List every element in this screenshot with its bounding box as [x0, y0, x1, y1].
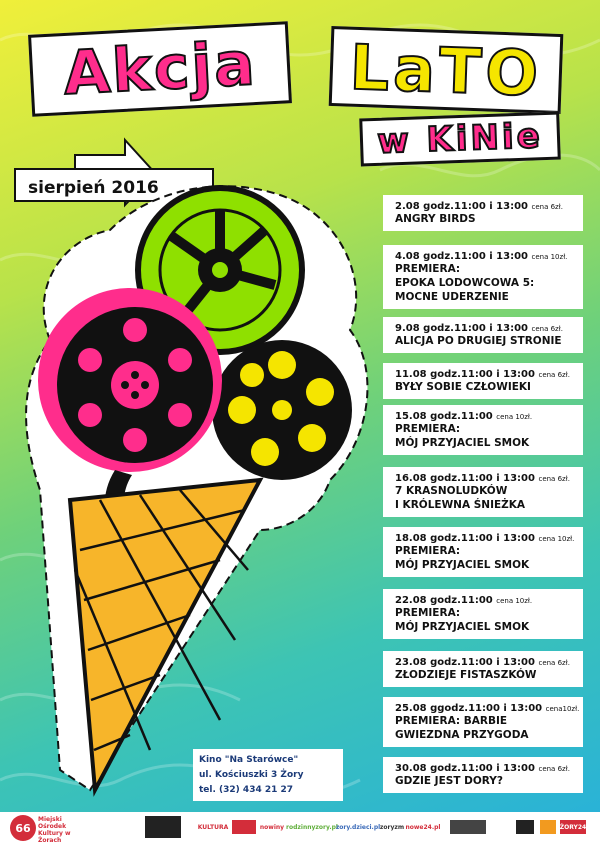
schedule-time: 2.08 godz.11:00 i 13:00 cena 6zł.: [395, 201, 563, 212]
title-word-akcja: Akcja: [61, 28, 259, 110]
ice-cream-film-reel-illustration: [20, 170, 380, 810]
schedule-time: 11.08 godz.11:00 i 13:00 cena 6zł.: [395, 369, 570, 380]
date-label: sierpień 2016: [28, 178, 159, 198]
schedule-item: [383, 195, 583, 231]
schedule-item: [383, 697, 583, 747]
movie-title: BYŁY SOBIE CZŁOWIEKI: [395, 381, 531, 393]
title-akcja: [28, 21, 292, 116]
partner-logo: nowe24.pl: [405, 823, 441, 831]
ticket-price: cena 6zł.: [538, 659, 570, 667]
partner-logo-dark: [145, 816, 181, 838]
schedule-time: 16.08 godz.11:00 i 13:00 cena 6zł.: [395, 473, 570, 484]
partner-logo: zory.dzieci.pl: [335, 823, 381, 831]
movie-title: MOCNE UDERZENIE: [395, 291, 509, 303]
ticket-price: cena 10zł.: [496, 597, 533, 605]
movie-title: PREMIERA:: [395, 545, 461, 557]
partner-logo: [516, 820, 534, 834]
schedule-time: 15.08 godz.11:00 cena 10zł.: [395, 411, 533, 422]
ticket-price: cena 6zł.: [531, 203, 563, 211]
partner-logo: [488, 820, 514, 834]
schedule-time: 4.08 godz.11:00 i 13:00 cena 10zł.: [395, 251, 568, 262]
schedule-item: [383, 363, 583, 399]
movie-title: MÓJ PRZYJACIEL SMOK: [395, 621, 530, 633]
ticket-price: cena 6zł.: [538, 475, 570, 483]
movie-title: ZŁODZIEJE FISTASZKÓW: [395, 669, 537, 681]
ticket-price: cena10zł.: [545, 705, 580, 713]
schedule-time: 9.08 godz.11:00 i 13:00 cena 6zł.: [395, 323, 563, 334]
schedule-time: 25.08 ggodz.11:00 i 13:00 cena10zł.: [395, 703, 580, 714]
partner-logo: nowiny: [259, 823, 285, 831]
cinema-address: [193, 749, 343, 801]
movie-title: PREMIERA:: [395, 263, 461, 275]
movie-title: ANGRY BIRDS: [395, 213, 476, 225]
schedule-time: 22.08 godz.11:00 cena 10zł.: [395, 595, 533, 606]
title-word-w-kinie: w KiNie: [376, 116, 544, 162]
partner-logo: [540, 820, 556, 834]
movie-title: I KRÓLEWNA ŚNIEŻKA: [395, 499, 526, 511]
ticket-price: cena 6zł.: [531, 325, 563, 333]
movie-title: 7 KRASNOLUDKÓW: [395, 485, 508, 497]
schedule-time: 30.08 godz.11:00 i 13:00 cena 6zł.: [395, 763, 570, 774]
movie-title: PREMIERA: BARBIE: [395, 715, 508, 727]
movie-title: GDZIE JEST DORY?: [395, 775, 503, 787]
ticket-price: cena 6zł.: [538, 371, 570, 379]
partner-logo: KULTURA: [197, 823, 229, 831]
schedule-item: [383, 651, 583, 687]
partner-logo: [450, 820, 486, 834]
ticket-price: cena 6zł.: [538, 765, 570, 773]
cinema-phone: tel. (32) 434 21 27: [199, 785, 294, 795]
movie-title: PREMIERA:: [395, 423, 461, 435]
movie-title: PREMIERA:: [395, 607, 461, 619]
ticket-price: cena 10zł.: [538, 535, 575, 543]
movie-title: GWIEZDNA PRZYGODA: [395, 729, 529, 741]
title-w-kinie: [359, 112, 561, 167]
movie-title: EPOKA LODOWCOWA 5:: [395, 277, 535, 289]
partner-logo: rodzinnyzory.pl: [286, 823, 338, 831]
cinema-street: ul. Kościuszki 3 Żory: [199, 770, 304, 780]
cinema-name: Kino "Na Starówce": [199, 755, 299, 765]
schedule-item: [383, 589, 583, 639]
partner-logo: [232, 820, 256, 834]
movie-title: ALICJA PO DRUGIEJ STRONIE: [395, 335, 562, 347]
partner-logo: zoryzm: [379, 823, 405, 831]
schedule-item: [383, 757, 583, 793]
ticket-price: cena 10zł.: [531, 253, 568, 261]
schedule-item: [383, 467, 583, 517]
title-word-lato: LaTO: [348, 30, 544, 110]
schedule-item: [383, 245, 583, 309]
title-lato: [329, 26, 564, 114]
movie-title: MÓJ PRZYJACIEL SMOK: [395, 437, 530, 449]
mok-logo: 66: [10, 815, 36, 841]
movie-title: MÓJ PRZYJACIEL SMOK: [395, 559, 530, 571]
mok-logo-text: Miejski Ośrodek Kultury w Żorach: [38, 816, 71, 844]
schedule-item: [383, 527, 583, 577]
partner-logo: ŻORY24: [560, 820, 586, 834]
schedule-time: 23.08 godz.11:00 i 13:00 cena 6zł.: [395, 657, 570, 668]
schedule-item: [383, 405, 583, 455]
schedule-item: [383, 317, 583, 353]
schedule-time: 18.08 godz.11:00 i 13:00 cena 10zł.: [395, 533, 575, 544]
ticket-price: cena 10zł.: [496, 413, 533, 421]
